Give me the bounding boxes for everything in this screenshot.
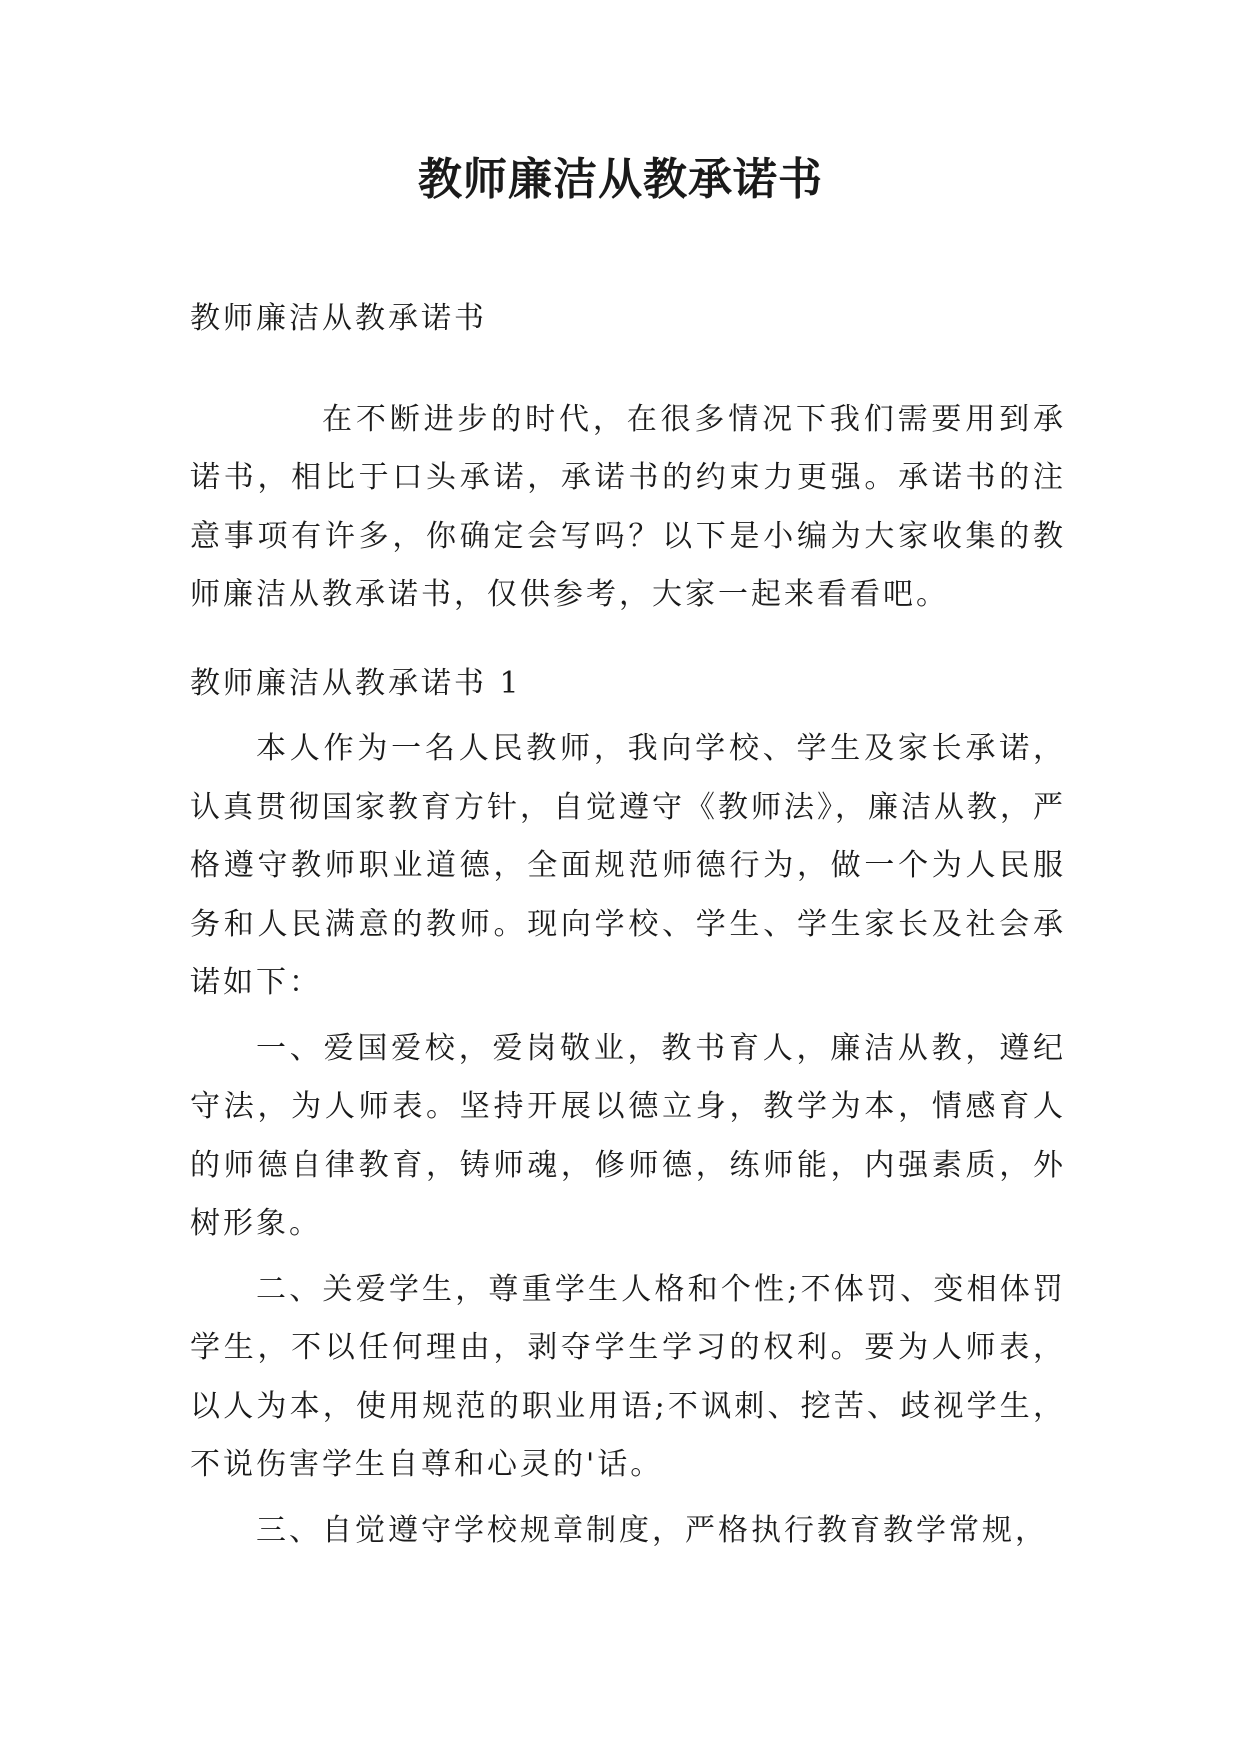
spacer xyxy=(190,1254,1066,1261)
paragraph-item-1: 一、爱国爱校，爱岗敬业，教书育人，廉洁从教，遵纪守法，为人师表。坚持开展以德立身，教学为本，情感育人的师德自律教育，铸师魂，修师德，练师能，内强素质，外树形象。 xyxy=(190,1030,1066,1241)
spacer xyxy=(190,349,1066,391)
spacer xyxy=(190,625,1066,655)
section-heading: 教师廉洁从教承诺书 1 xyxy=(190,665,522,701)
paragraph-item-2: 二、关爱学生，尊重学生人格和个性;不体罚、变相体罚学生，不以任何理由，剥夺学生学习的权利。要为人师表，以人为本，使用规范的职业用语;不讽刺、挖苦、歧视学生，不说伤害学生自尊和心灵的'话。 xyxy=(190,1271,1066,1482)
spacer xyxy=(190,1495,1066,1502)
spacer xyxy=(190,1013,1066,1020)
intro-paragraph: 在不断进步的时代，在很多情况下我们需要用到承诺书，相比于口头承诺，承诺书的约束力更强。承诺书的注意事项有许多，你确定会写吗？以下是小编为大家收集的教师廉洁从教承诺书，仅供参考，大家一起来看看吧。 xyxy=(190,401,1066,612)
document-body xyxy=(190,290,1066,1560)
document-subtitle: 教师廉洁从教承诺书 xyxy=(190,301,487,336)
spacer xyxy=(190,713,1066,720)
paragraph-preamble: 本人作为一名人民教师，我向学校、学生及家长承诺，认真贯彻国家教育方针，自觉遵守《教师法》，廉洁从教，严格遵守教师职业道德，全面规范师德行为，做一个为人民服务和人民满意的教师。现向学校、学生、学生家长及社会承诺如下： xyxy=(190,731,1066,1000)
paragraph-item-3: 三、自觉遵守学校规章制度，严格执行教育教学常规， xyxy=(256,1512,1048,1548)
document-title: 教师廉洁从教承诺书 xyxy=(418,154,823,205)
